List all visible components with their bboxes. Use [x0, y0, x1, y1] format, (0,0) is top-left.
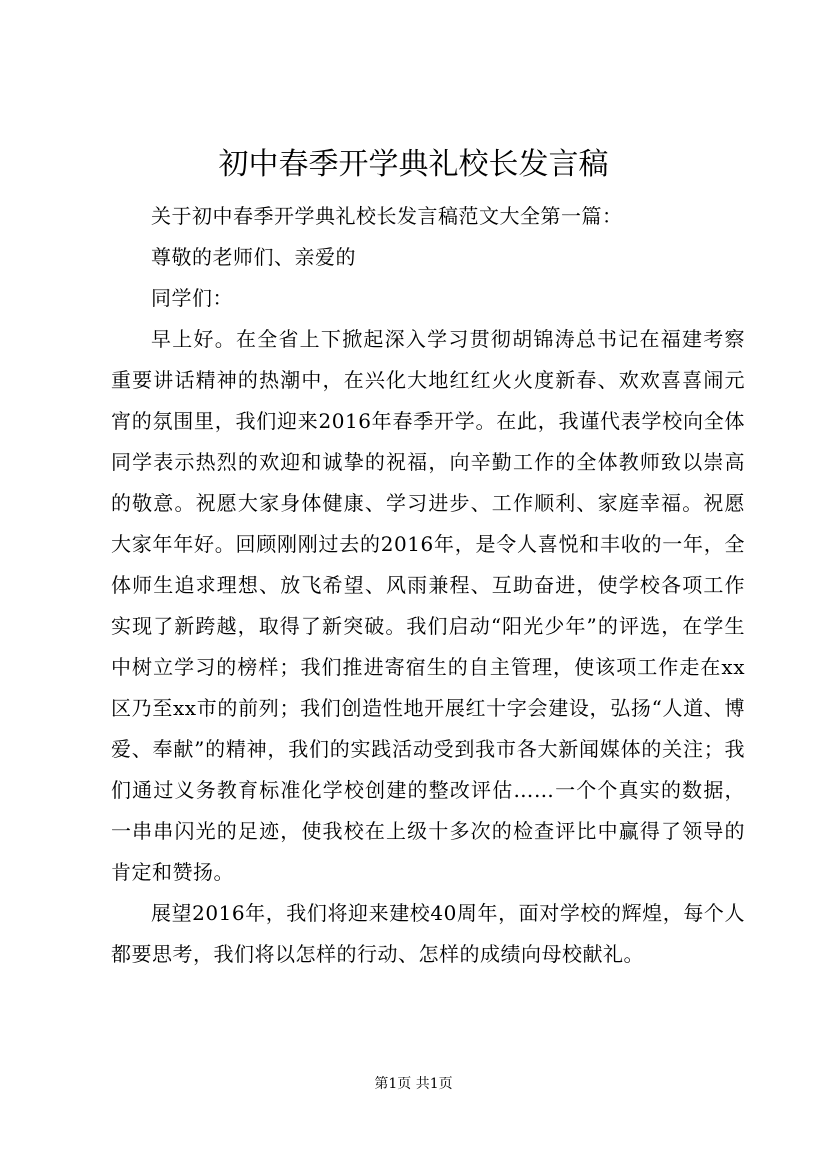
paragraph-intro: 关于初中春季开学典礼校长发言稿范文大全第一篇： — [151, 204, 623, 228]
paragraph-main: 早上好。在全省上下掀起深入学习贯彻胡锦涛总书记在福建考察重要讲话精神的热潮中，在兴化大地红红火火度新春、欢欢喜喜闹元宵的氛围里，我们迎来2016年春季开学。在此，我谨代表学校向全体同学表示热烈的欢迎和诚挚的祝福，向辛勤工作的全体教师致以崇高的敬意。祝愿大家身体健康、学习进步、工作顺利、家庭幸福。祝愿大家年年好。回顾刚刚过去的2016年，是令人喜悦和丰收的一年，全体师生追求理想、放飞希望、风雨兼程、互助奋进，使学校各项工作实现了新跨越，取得了新突破。我们启动“阳光少年”的评选，在学生中树立学习的榜样；我们推进寄宿生的自主管理，使该项工作走在xx区乃至xx市的前列；我们创造性地开展红十字会建设，弘扬“人道、博爱、奉献”的精神，我们的实践活动受到我市各大新闻媒体的关注；我们通过义务教育标准化学校创建的整改评估……一个个真实的数据，一串串闪光的足迹，使我校在上级十多次的检查评比中赢得了领导的肯定和赞扬。 — [111, 327, 745, 884]
paragraph-salutation: 尊敬的老师们、亲爱的 — [151, 245, 356, 269]
document-body — [111, 196, 745, 975]
document-title: 初中春季开学典礼校长发言稿 — [218, 147, 609, 182]
paragraph-salutation-cont: 同学们： — [151, 286, 233, 310]
page-footer: 第1页 共1页 — [374, 1076, 453, 1092]
paragraph-outlook: 展望2016年，我们将迎来建校40周年，面对学校的辉煌，每个人都要思考，我们将以怎样的行动、怎样的成绩向母校献礼。 — [111, 901, 745, 966]
